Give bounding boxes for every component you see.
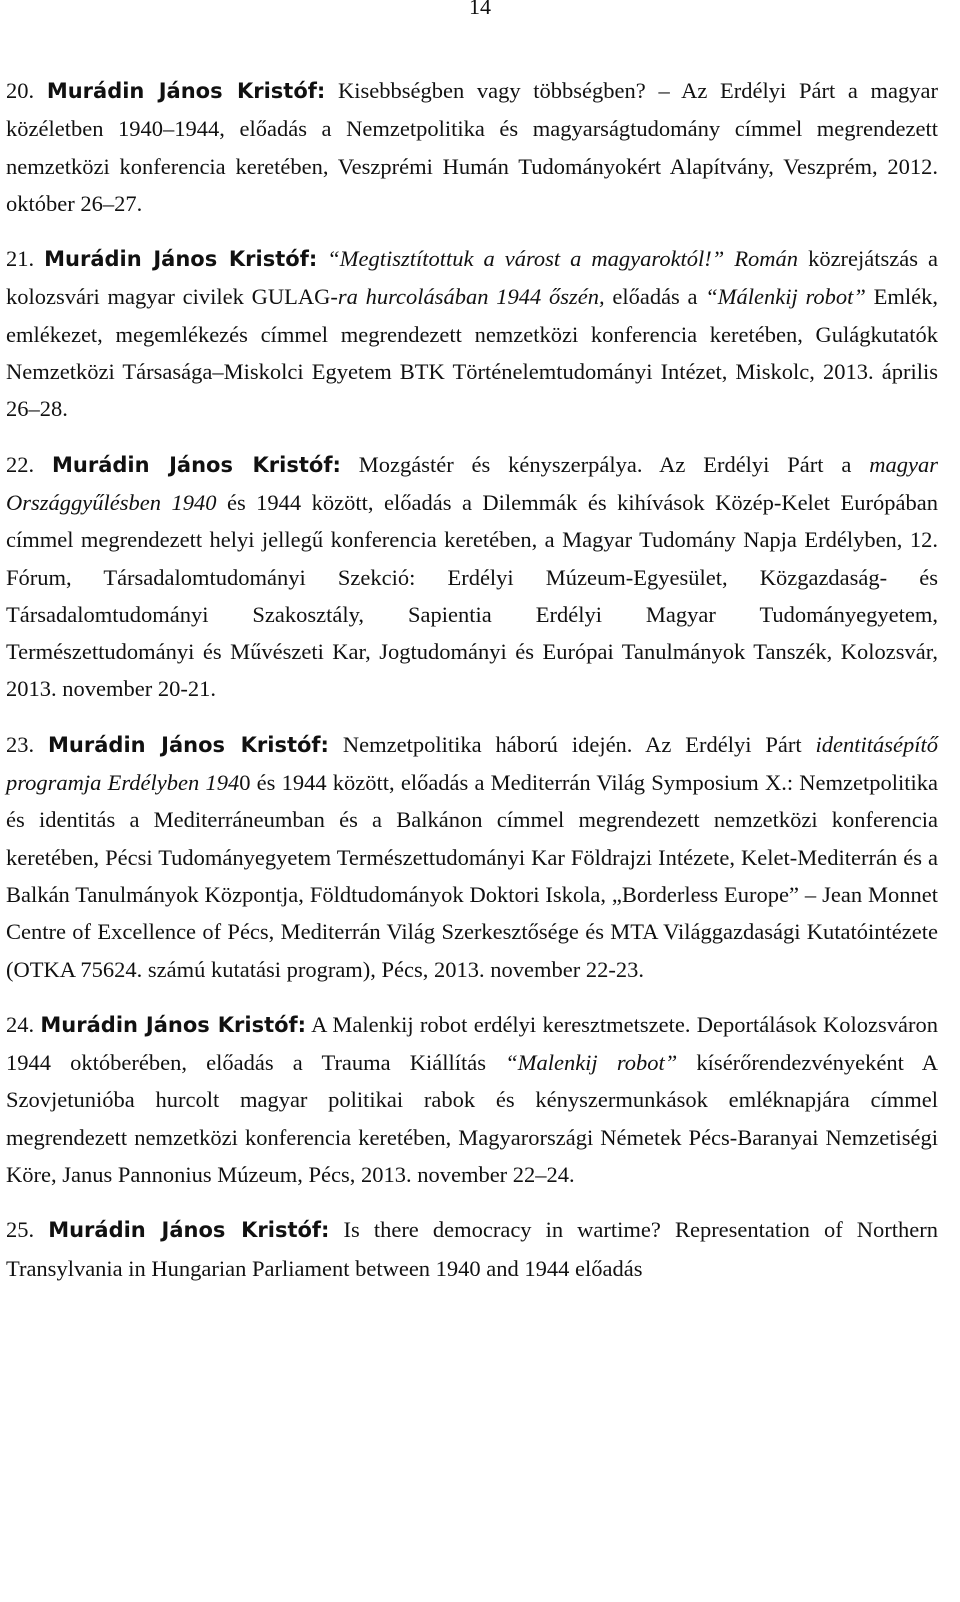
entry-author: Murádin János Kristóf: [40,1012,307,1037]
entry-text: Kisebbségben vagy többségben? – Az Erdélyi Párt a magyar közéletben 1940–1944, előadás a Nemzetpolitika és magyarságtudomány címmel megrendezett nemzetközi konferencia keretében, Veszprémi Humán Tudományokért Alapítvány, Veszprém, 2012. október 26–27. [6,78,939,216]
entry-author: Murádin János Kristóf: [48,1218,330,1243]
entry-text: kísérőrendezvényeként A Szovjetunióba hurcolt magyar politikai rabok és kényszermunkások emléknapjára címmel megrendezett nemzetközi konferencia keretében, Magyarországi Németek Pécs-Baranyai Nemzetiségi Köre, Janus Pannonius Múzeum, Pécs, 2013. november 22–24. [6,1050,938,1188]
entry-italic-text: “Malenkij robot” [505,1050,678,1076]
entry-text: Emlék, emlékezet, megemlékezés címmel megrendezett nemzetközi konferencia keretében, Gulágkutatók Nemzetközi Társasága–Miskolci Egyetem BTK Történelemtudományi Intézet, Miskolc, 2013. április 26–28. [6,284,939,422]
entry-number: 25. [6,1217,35,1243]
entry-23 [6,726,938,988]
entry-text: és 1944 között, előadás a Dilemmák és kihívások Közép-Kelet Európában címmel megrendezett helyi jellegű konferencia keretében, a Magyar Tudomány Napja Erdélyben, 12. Fórum, Társadalomtudományi Szekció: Erdélyi Múzeum-Egyesület, Közgazdaság- és Társadalomtudományi Szakosztály, Sapientia Erdélyi Magyar Tudományegyetem, Természettudományi és Művészeti Kar, Jogtudományi és Európai Tanulmányok Tanszék, Kolozsvár, 2013. november 20-21. [6,489,938,702]
entry-text: Is there democracy in wartime? Representation of Northern Transylvania in Hungarian Parliament between 1940 and 1944 előadás [6,1217,938,1281]
entry-22 [6,446,938,708]
entry-italic-text: “Megtisztítottuk a várost a magyaroktól!” Román [327,246,799,272]
entry-text: Nemzetpolitika háború idején. Az Erdélyi Párt [328,731,816,757]
entry-italic-text: “Málenkij robot” [705,284,866,310]
entry-italic-text: magyar Országgyűlésben 1940 [6,451,939,515]
entry-author: Murádin János Kristóf: [52,452,341,477]
entry-number: 22. [6,451,35,477]
entry-20 [6,72,938,222]
entry-italic-text: identitásépítő programja Erdélyben 194 [6,731,938,796]
entry-text: Mozgástér és kényszerpálya. Az Erdélyi Párt a [340,451,870,477]
entry-author: Murádin János Kristóf: [46,79,326,103]
entry-number: 23. [6,731,35,757]
entry-number: 20. [6,78,35,103]
entry-number: 24. [6,1011,35,1037]
entry-25 [6,1211,938,1287]
entry-author: Murádin János Kristóf: [48,732,329,757]
entry-text: 0 és 1944 között, előadás a Mediterrán Világ Symposium X.: Nemzetpolitika és identitás a Mediterráneumban és a Balkánon címmel megrendezett nemzetközi konferencia keretében, Pécsi Tudományegyetem Természettudományi Kar Földrajzi Intézete, Kelet-Mediterrán és a Balkán Tanulmányok Központja, Földtudományok Doktori Iskola, „Borderless Europe” – Jean Monnet Centre of Excellence of Pécs, Mediterrán Világ Szerkesztősége és MTA Világgazdasági Kutatóintézete (OTKA 75624. számú kutatási program), Pécs, 2013. november 22-23. [6,770,938,982]
entry-text: előadás a [604,284,706,310]
entry-21 [6,240,938,427]
entry-text: A Malenkij robot erdélyi keresztmetszete. Deportálások Kolozsváron 1944 októberében, előadás a Trauma Kiállítás [6,1011,938,1076]
entry-number: 21. [6,246,35,272]
entry-24 [6,1006,938,1193]
entry-italic-text: ra hurcolásában 1944 őszén, [337,284,605,310]
entry-text [317,246,327,271]
entry-text: közrejátszás a kolozsvári magyar civilek GULAG- [6,246,938,310]
bibliography-list [6,72,938,1287]
page-number: 14 [469,0,491,19]
entry-author: Murádin János Kristóf: [44,247,318,272]
